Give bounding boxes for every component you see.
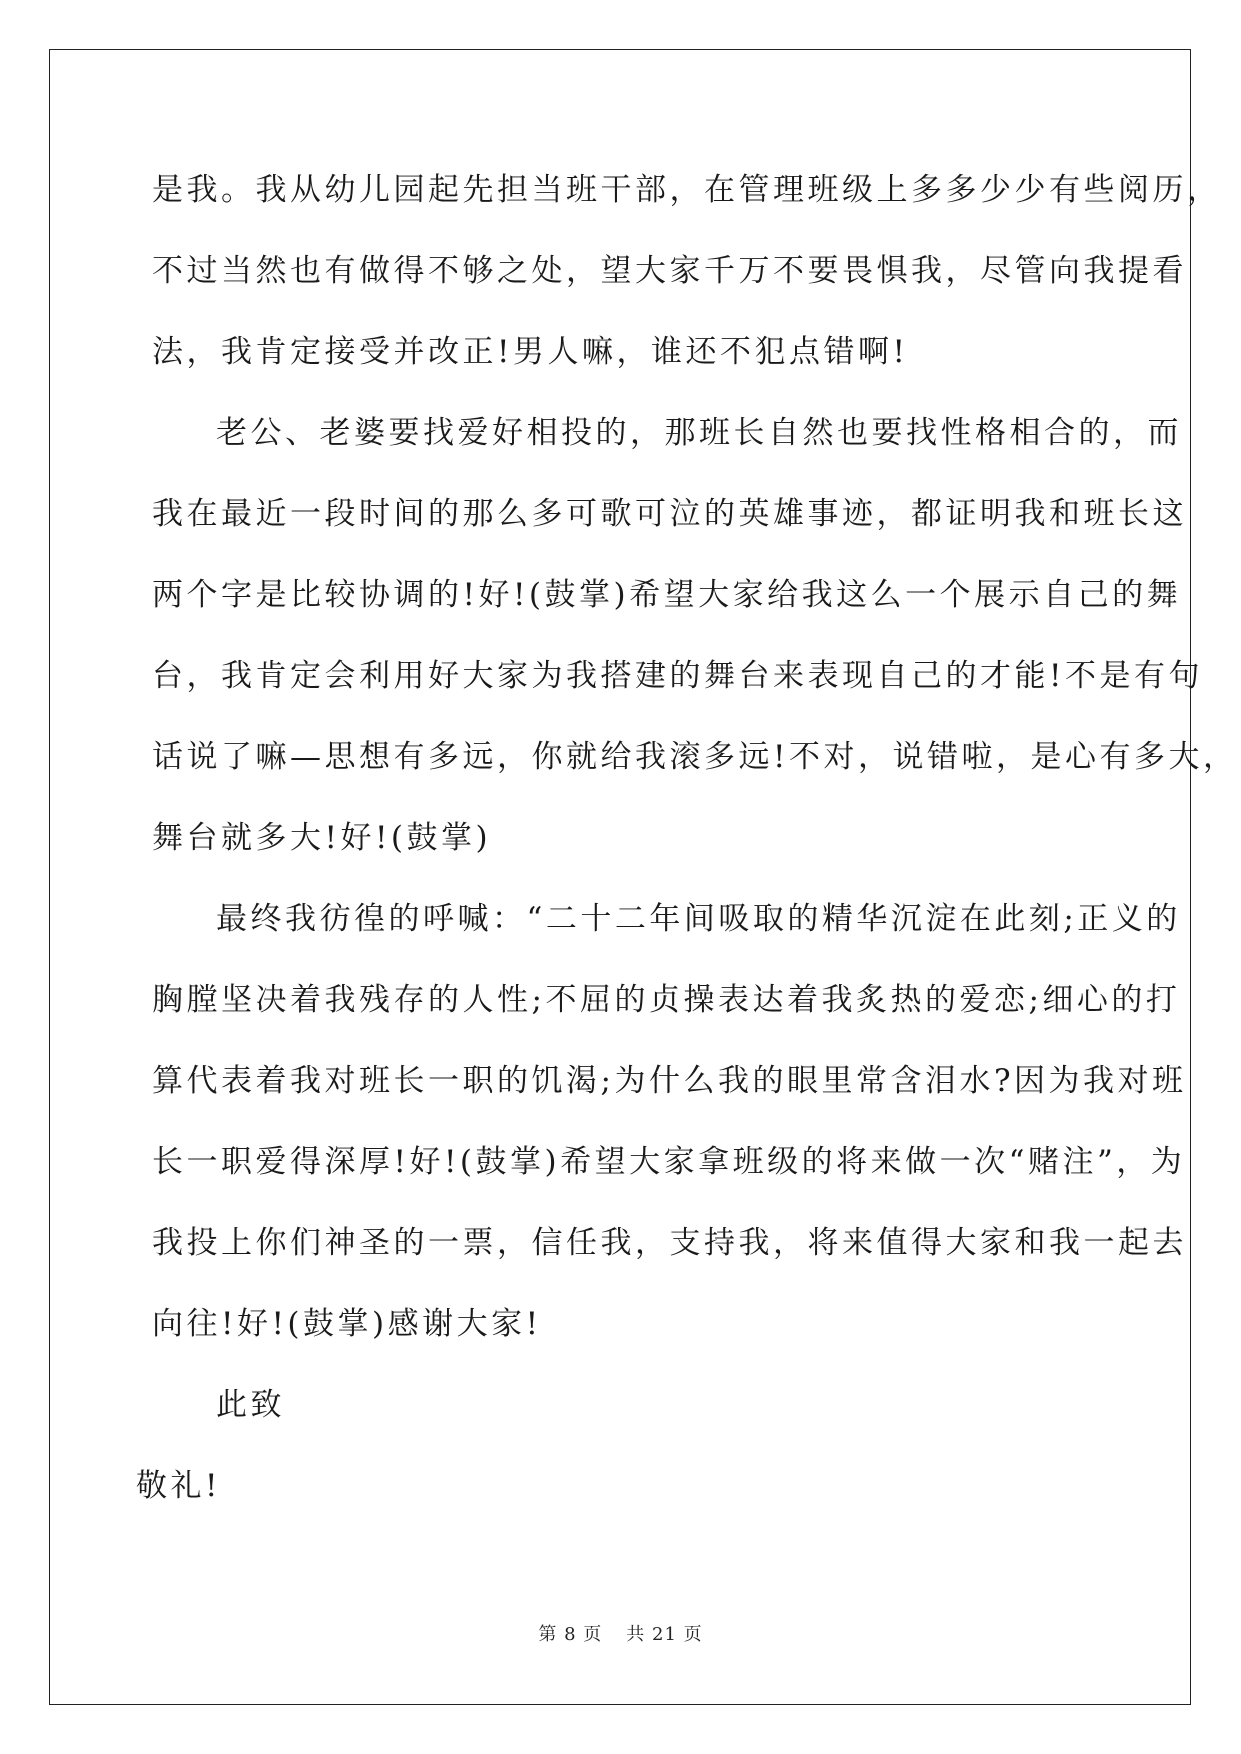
text-line: 法，我肯定接受并改正!男人嘛，谁还不犯点错啊! <box>152 334 909 370</box>
text-line: 此致 <box>216 1387 285 1423</box>
text-line: 老公、老婆要找爱好相投的，那班长自然也要找性格相合的，而 <box>216 415 1182 451</box>
text-line: 不过当然也有做得不够之处，望大家千万不要畏惧我，尽管向我提看 <box>152 253 1187 289</box>
page-number: 第 8 页 <box>538 1624 603 1645</box>
text-line: 舞台就多大!好!(鼓掌) <box>152 820 492 856</box>
text-line: 两个字是比较协调的!好!(鼓掌)希望大家给我这么一个展示自己的舞 <box>152 577 1182 613</box>
text-line: 胸膛坚决着我残存的人性;不屈的贞操表达着我炙热的爱恋;细心的打 <box>152 982 1181 1018</box>
text-line: 我在最近一段时间的那么多可歌可泣的英雄事迹，都证明我和班长这 <box>152 496 1187 532</box>
page-total: 共 21 页 <box>626 1624 703 1645</box>
text-line: 算代表着我对班长一职的饥渴;为什么我的眼里常含泪水?因为我对班 <box>152 1063 1187 1099</box>
page-footer <box>0 1620 1241 1646</box>
text-line: 敬礼! <box>136 1468 221 1504</box>
document-body <box>136 164 1238 1541</box>
text-line: 话说了嘛—思想有多远，你就给我滚多远!不对，说错啦，是心有多大， <box>152 739 1238 775</box>
text-line: 是我。我从幼儿园起先担当班干部，在管理班级上多多少少有些阅历， <box>152 172 1222 208</box>
text-line: 台，我肯定会利用好大家为我搭建的舞台来表现自己的才能!不是有句 <box>152 658 1203 694</box>
text-line: 我投上你们神圣的一票，信任我，支持我，将来值得大家和我一起去 <box>152 1225 1187 1261</box>
text-line: 向往!好!(鼓掌)感谢大家! <box>152 1306 542 1342</box>
text-line: 最终我彷徨的呼喊：“二十二年间吸取的精华沉淀在此刻;正义的 <box>216 901 1181 937</box>
text-line: 长一职爱得深厚!好!(鼓掌)希望大家拿班级的将来做一次“赌注”，为 <box>152 1144 1186 1180</box>
